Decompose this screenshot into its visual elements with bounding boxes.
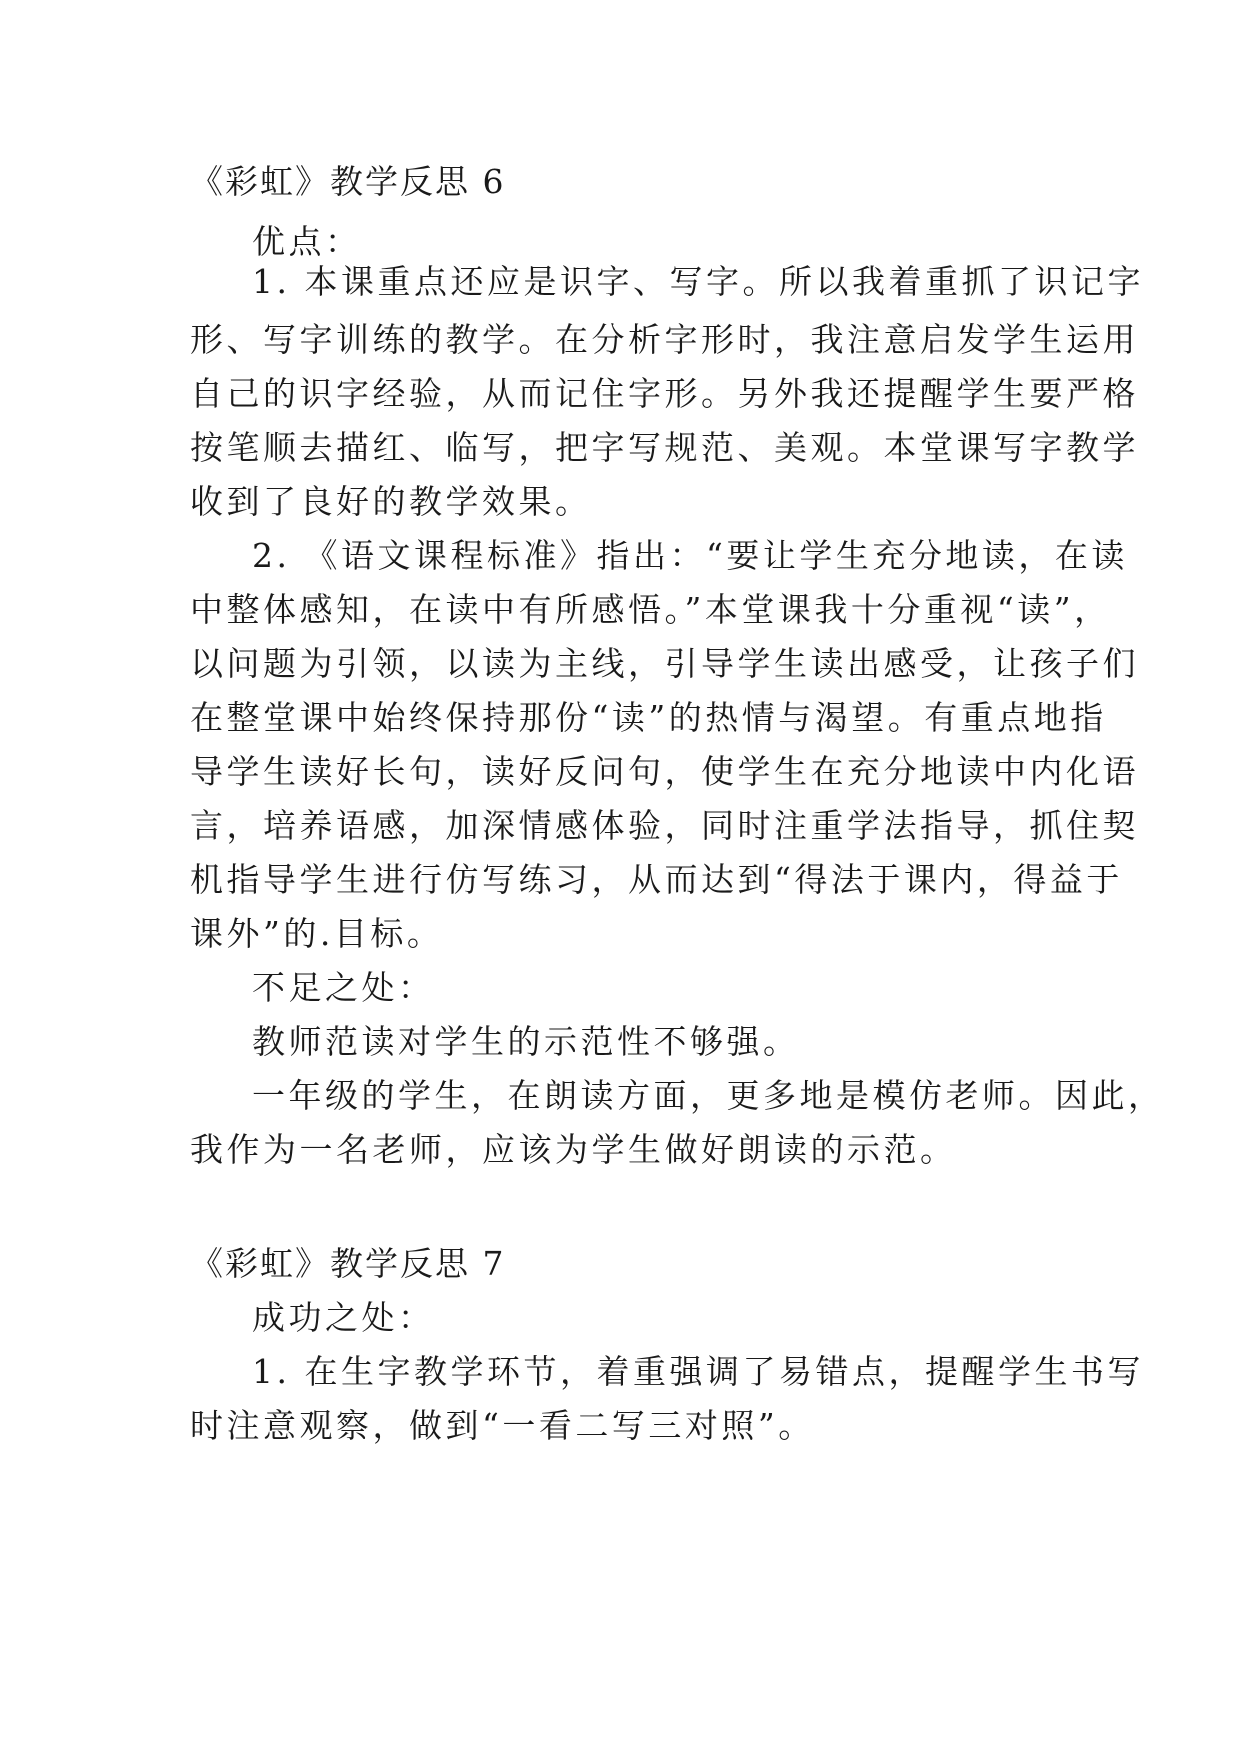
strengths-label: 优点：: [252, 222, 362, 261]
paragraph-line: 中整体感知，在读中有所感悟。”本堂课我十分重视“读”，: [190, 590, 1111, 629]
paragraph-line: 1. 本课重点还应是识字、写字。所以我着重抓了识记字: [252, 262, 1144, 301]
paragraph-line: 按笔顺去描红、临写，把字写规范、美观。本堂课写字教学: [190, 428, 1139, 467]
paragraph-line: 形、写字训练的教学。在分析字形时，我注意启发学生运用: [190, 320, 1139, 359]
paragraph-line: 时注意观察，做到“一看二写三对照”。: [190, 1406, 815, 1445]
paragraph-line: 我作为一名老师，应该为学生做好朗读的示范。: [190, 1130, 957, 1169]
paragraph-line: 自己的识字经验，从而记住字形。另外我还提醒学生要严格: [190, 374, 1139, 413]
paragraph-line: 言，培养语感，加深情感体验，同时注重学法指导，抓住契: [190, 806, 1139, 845]
paragraph-line: 课外”的.目标。: [190, 914, 444, 953]
paragraph-line: 1. 在生字教学环节，着重强调了易错点，提醒学生书写: [252, 1352, 1144, 1391]
paragraph-line: 收到了良好的教学效果。: [190, 482, 592, 521]
paragraph-line: 在整堂课中始终保持那份“读”的热情与渴望。有重点地指: [190, 698, 1107, 737]
paragraph-line: 教师范读对学生的示范性不够强。: [252, 1022, 800, 1061]
shortcomings-label: 不足之处：: [252, 968, 435, 1007]
section-title-6: 《彩虹》教学反思 6: [190, 162, 506, 201]
paragraph-line: 2. 《语文课程标准》指出：“要让学生充分地读，在读: [252, 536, 1128, 575]
section-title-7: 《彩虹》教学反思 7: [190, 1244, 506, 1283]
paragraph-line: 一年级的学生，在朗读方面，更多地是模仿老师。因此，: [252, 1076, 1165, 1115]
paragraph-line: 以问题为引领，以读为主线，引导学生读出感受，让孩子们: [190, 644, 1139, 683]
success-label: 成功之处：: [252, 1298, 435, 1337]
paragraph-line: 导学生读好长句，读好反问句，使学生在充分地读中内化语: [190, 752, 1139, 791]
paragraph-line: 机指导学生进行仿写练习，从而达到“得法于课内，得益于: [190, 860, 1123, 899]
